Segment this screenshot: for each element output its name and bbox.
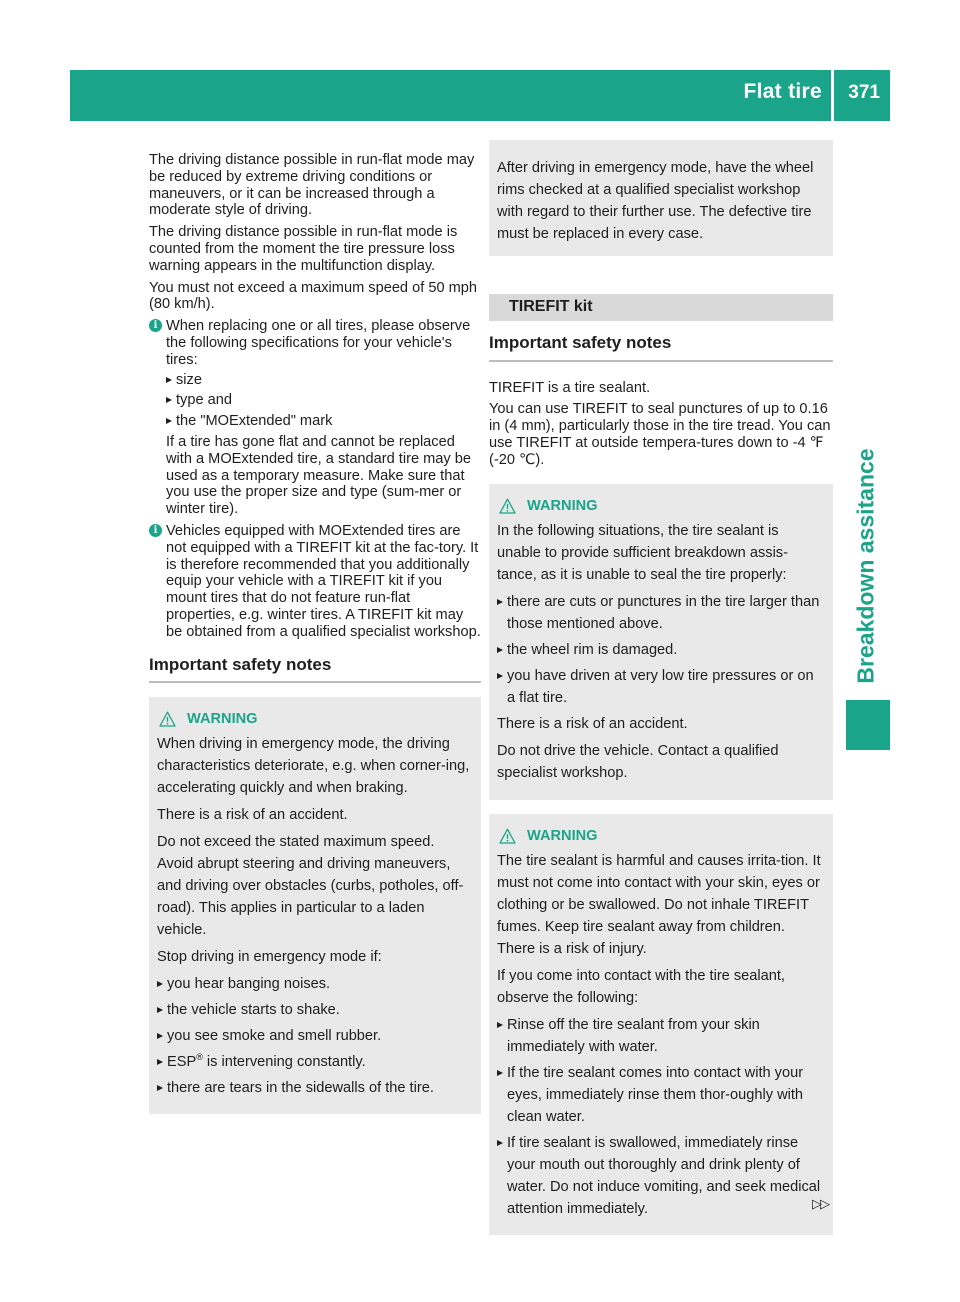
spacer (489, 474, 833, 484)
info-note (149, 523, 481, 641)
warning-header (497, 496, 825, 516)
warning-triangle-icon (499, 498, 516, 514)
paragraph: If you come into contact with the tire sealant, observe the following: (497, 967, 785, 1006)
list-item: the "MOExtended" mark (166, 413, 481, 430)
registered-mark: ® (196, 1052, 203, 1063)
warning-box (149, 697, 481, 1114)
list-item: you hear banging noises. (157, 973, 473, 995)
list-item: Rinse off the tire sealant from your skin immediately with water. (497, 1014, 825, 1058)
paragraph: There is a risk of an accident. (157, 807, 348, 824)
list-item: If tire sealant is swallowed, immediately rinse your mouth out thoroughly and drink plenty of water. Do not induce vomiting, and seek medical attention immediately. (497, 1132, 825, 1220)
warning-header (497, 826, 825, 846)
paragraph: TIREFIT is a tire sealant. (489, 379, 651, 396)
stop-conditions-list (157, 973, 473, 1099)
info-note (149, 318, 481, 518)
paragraph: You must not exceed a maximum speed of 50 mph (80 km/h). (149, 279, 478, 313)
warning-title: WARNING (187, 711, 258, 728)
paragraph: Do not exceed the stated maximum speed. Avoid abrupt steering and driving maneuvers, and driving over obstacles (curbs, potholes, off-road). This applies in particular to a laden vehicle. (157, 834, 464, 939)
paragraph: The tire sealant is harmful and causes irrita-tion. It must not come into contact with your skin, eyes or clothing or be swallowed. Do not inhale TIREFIT fumes. Keep tire sealant away from children. There is a risk of injury. (497, 852, 821, 957)
info-icon: i (149, 524, 162, 537)
warning-triangle-icon (499, 828, 516, 844)
warning-title: WARNING (527, 827, 598, 844)
right-column (489, 140, 833, 1235)
list-item-text: is intervening constantly. (206, 1054, 366, 1071)
header-bar (70, 70, 890, 121)
section-side-tab (846, 448, 886, 684)
spacer (489, 800, 833, 814)
info-note-text: If a tire has gone flat and cannot be replaced with a MOExtended tire, a standard tire may be used as a temporary measure. Make sure that you use the proper size and type (sum-mer or winter tire). (166, 433, 471, 518)
paragraph: In the following situations, the tire sealant is unable to provide sufficient breakdown assis-tance, as it is unable to seal the tire properly: (497, 522, 788, 583)
left-column (149, 152, 481, 1114)
info-icon: i (149, 319, 162, 332)
tirefit-section-title: TIREFIT kit (489, 294, 833, 321)
warning-header (157, 709, 473, 729)
list-item: there are tears in the sidewalls of the tire. (157, 1077, 473, 1099)
first-aid-list (497, 1014, 825, 1220)
paragraph: When driving in emergency mode, the driving characteristics deteriorate, e.g. when corner-ing, accelerating quickly and when braking. (157, 736, 470, 797)
esp-label: ESP (167, 1054, 197, 1071)
section-side-label: Breakdown assitance (852, 448, 879, 684)
paragraph: After driving in emergency mode, have the wheel rims checked at a qualified specialist workshop with regard to their further use. The defective tire must be replaced in every case. (497, 160, 814, 242)
list-item: you see smoke and smell rubber. (157, 1025, 473, 1047)
note-box (489, 140, 833, 256)
info-note-text: When replacing one or all tires, please observe the following specifications for your vehicle's tires: (166, 318, 471, 368)
warning-box (489, 484, 833, 800)
list-item: type and (166, 392, 481, 409)
sealant-limitations-list (497, 591, 825, 709)
paragraph: Stop driving in emergency mode if: (157, 949, 382, 966)
paragraph: The driving distance possible in run-flat mode may be reduced by extreme driving conditions or maneuvers, or it can be increased through a moderate style of driving. (149, 152, 475, 219)
page-number: 371 (848, 82, 880, 103)
list-item: there are cuts or punctures in the tire larger than those mentioned above. (497, 591, 825, 635)
section-heading: Important safety notes (149, 657, 481, 684)
paragraph: You can use TIREFIT to seal punctures of up to 0.16 in (4 mm), particularly those in the tire tread. You can use TIREFIT at outside tempera-tures down to -4 ℉ (-20 ℃). (489, 401, 831, 468)
warning-title: WARNING (527, 497, 598, 514)
warning-triangle-icon (159, 711, 176, 727)
header-divider (831, 70, 834, 121)
info-note-text: Vehicles equipped with MOExtended tires are not equipped with a TIREFIT kit at the fac-tory. It is therefore recommended that you additionally equip your vehicle with a TIREFIT kit if you mount tires that do not feature run-flat properties, e.g. winter tires. A TIREFIT kit may be obtained from a qualified specialist workshop. (166, 522, 481, 640)
continue-arrows-icon: ▷▷ (812, 1196, 828, 1211)
paragraph: Do not drive the vehicle. Contact a qualified specialist workshop. (497, 742, 779, 781)
paragraph: The driving distance possible in run-flat mode is counted from the moment the tire pressure loss warning appears in the multifunction display. (149, 224, 458, 274)
warning-box (489, 814, 833, 1235)
section-marker (846, 700, 890, 750)
paragraph: There is a risk of an accident. (497, 715, 688, 732)
list-item: If the tire sealant comes into contact with your eyes, immediately rinse them thor-oughly with clean water. (497, 1062, 825, 1128)
list-item: the wheel rim is damaged. (497, 639, 825, 661)
tire-spec-list (166, 372, 481, 430)
page-title: Flat tire (743, 80, 822, 103)
section-heading: Important safety notes (489, 335, 833, 362)
list-item: you have driven at very low tire pressures or on a flat tire. (497, 665, 825, 709)
list-item (157, 1051, 473, 1073)
list-item: size (166, 372, 481, 389)
list-item: the vehicle starts to shake. (157, 999, 473, 1021)
